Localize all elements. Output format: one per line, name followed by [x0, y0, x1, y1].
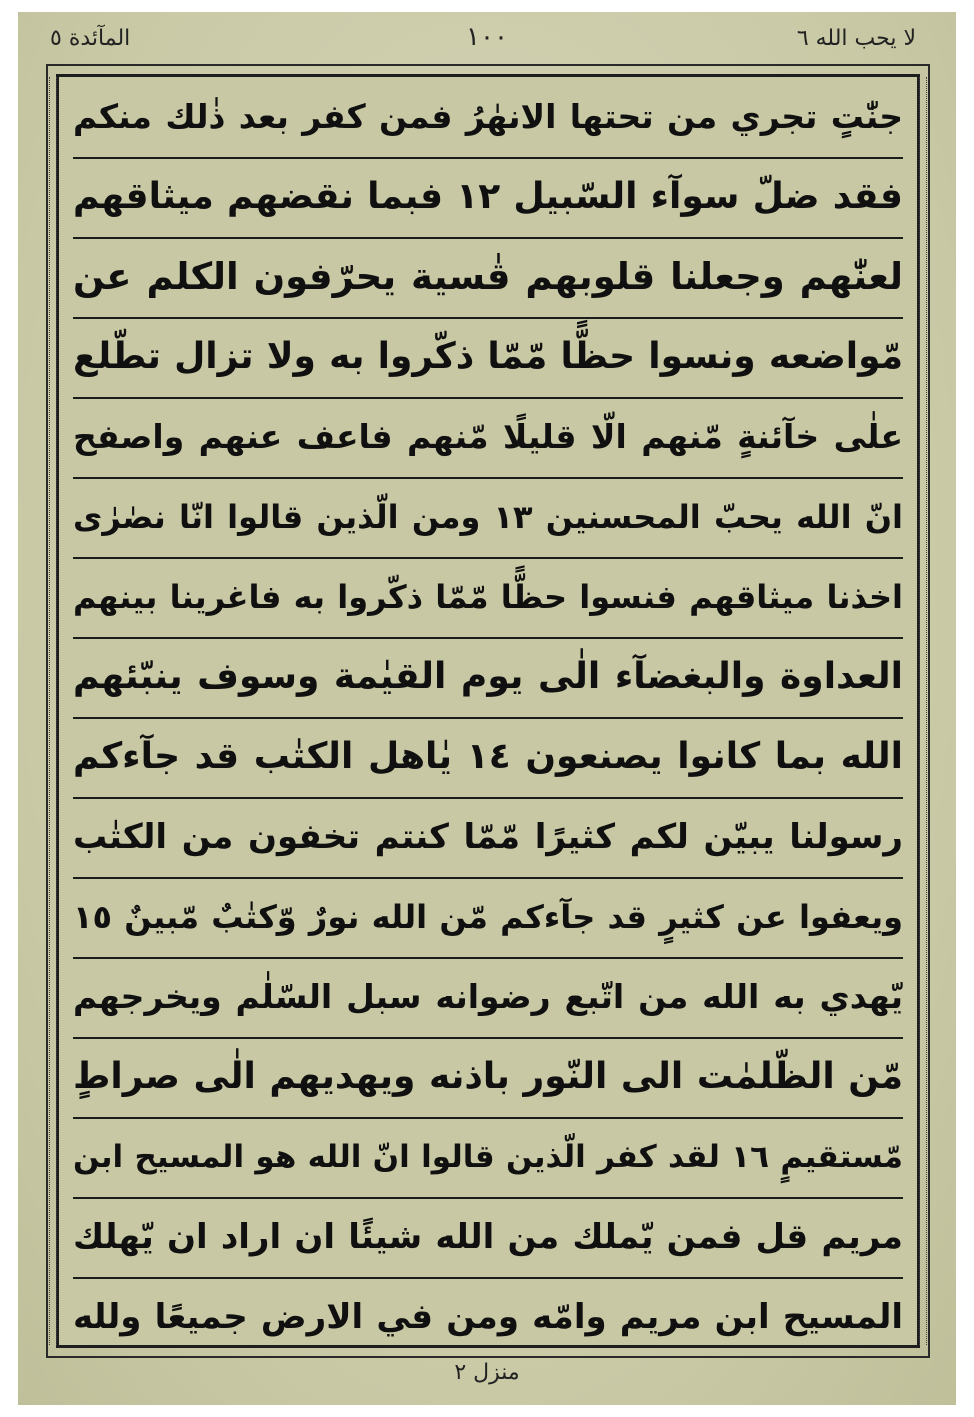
page-header — [18, 12, 956, 64]
text-line-13 — [73, 1037, 903, 1119]
line-text: لعنّٰهم وجعلنا قلوبهم قٰسية يحرّفون الكلم عن — [73, 255, 903, 298]
line-text: يّهدي به الله من اتّبع رضوانه سبل السّلٰم ويخرجهم — [73, 977, 903, 1016]
line-text: انّ الله يحبّ المحسنين ١٣ ومن الّذين قالوا انّا نصٰرٰى — [73, 498, 903, 536]
line-text: العداوة والبغضآء الٰى يوم القيٰمة وسوف ينبّئهم — [73, 656, 903, 697]
text-line-16 — [73, 1277, 903, 1357]
page-number: ١٠٠ — [466, 22, 508, 52]
line-text: مّستقيمٍ ١٦ لقد كفر الّذين قالوا انّ الله هو المسيح ابن — [73, 1139, 903, 1175]
text-line-5 — [73, 397, 903, 479]
line-text: رسولنا يبيّن لكم كثيرًا مّمّا كنتم تخفون من الكتٰب — [73, 817, 903, 857]
text-line-6 — [73, 477, 903, 559]
surah-title: المآئدة ٥ — [50, 26, 131, 51]
text-line-3 — [73, 237, 903, 319]
line-text: اخذنا ميثاقهم فنسوا حظًّا مّمّا ذكّروا به فاغرينا بينهم — [73, 578, 903, 616]
text-line-15 — [73, 1197, 903, 1279]
right-border-ornament — [919, 77, 927, 1345]
text-line-10 — [73, 797, 903, 879]
line-text: مّواضعه ونسوا حظًّا مّمّا ذكّروا به ولا تزال تطّلع — [73, 336, 903, 377]
line-text: مّن الظّلمٰت الى النّور باذنه ويهديهم الٰى صراطٍ — [73, 1056, 903, 1097]
page-frame — [46, 64, 930, 1358]
text-line-8 — [73, 637, 903, 719]
page-footer-manzil: منزل ٢ — [454, 1360, 520, 1385]
text-line-14 — [73, 1117, 903, 1199]
text-frame — [56, 74, 920, 1348]
text-line-1 — [73, 77, 903, 159]
quran-page — [18, 12, 956, 1405]
line-text: المسيح ابن مريم وامّه ومن في الارض جميعًا ولله — [73, 1297, 903, 1337]
text-line-11 — [73, 877, 903, 959]
line-text: مريم قل فمن يّملك من الله شيئًا ان اراد ان يّهلك — [73, 1217, 903, 1257]
text-line-7 — [73, 557, 903, 639]
line-text: علٰى خآئنةٍ مّنهم الّا قليلًا مّنهم فاعف عنهم واصفح — [73, 417, 903, 456]
line-text: ويعفوا عن كثيرٍ قد جآءكم مّن الله نورٌ وّكتٰبٌ مّبينٌ ١٥ — [73, 898, 903, 936]
text-line-4 — [73, 317, 903, 399]
text-line-2 — [73, 157, 903, 239]
juz-title: لا يحب الله ٦ — [796, 26, 916, 51]
text-line-9 — [73, 717, 903, 799]
line-text: جنّٰتٍ تجري من تحتها الانهٰرُ فمن كفر بعد ذٰلك منكم — [73, 97, 903, 136]
line-text: فقد ضلّ سوآء السّبيل ١٢ فبما نقضهم ميثاقهم — [73, 176, 903, 217]
line-text: الله بما كانوا يصنعون ١٤ يٰاهل الكتٰب قد جآءكم — [73, 736, 903, 777]
left-border-ornament — [49, 77, 57, 1345]
text-line-12 — [73, 957, 903, 1039]
